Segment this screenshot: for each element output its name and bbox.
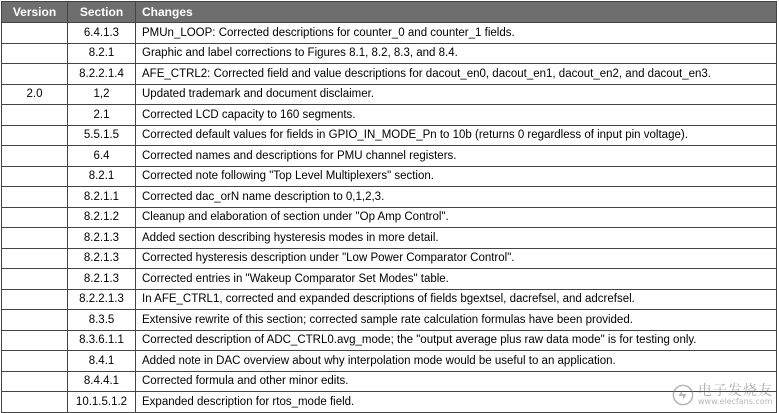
version-cell: [2, 64, 68, 85]
table-row: [2, 64, 777, 85]
section-cell: 5.5.1.5: [68, 125, 136, 146]
version-cell: [2, 289, 68, 310]
header-version: Version: [2, 2, 68, 23]
section-cell: 8.2.1.2: [68, 207, 136, 228]
version-cell: 2.0: [2, 84, 68, 105]
changes-cell: Corrected hysteresis description under "Low Power Comparator Control".: [136, 248, 777, 269]
table-row: [2, 146, 777, 167]
changes-cell: Corrected note following "Top Level Multiplexers" section.: [136, 166, 777, 187]
section-cell: 6.4.1.3: [68, 23, 136, 44]
version-cell: [2, 228, 68, 249]
table-row: [2, 43, 777, 64]
changes-cell: Corrected dac_orN name description to 0,1,2,3.: [136, 187, 777, 208]
table-row: [2, 392, 777, 413]
changes-cell: Corrected formula and other minor edits.: [136, 371, 777, 392]
watermark-chinese-text: 电子发烧友: [698, 383, 773, 399]
watermark-url: www.elecfans.com: [698, 397, 773, 406]
version-cell: [2, 207, 68, 228]
changes-cell: In AFE_CTRL1, corrected and expanded descriptions of fields bgextsel, dacrefsel, and adcrefsel.: [136, 289, 777, 310]
section-cell: 8.4.1: [68, 351, 136, 372]
changes-cell: Corrected names and descriptions for PMU channel registers.: [136, 146, 777, 167]
table-row: [2, 269, 777, 290]
section-cell: 8.2.1.1: [68, 187, 136, 208]
changes-cell: Cleanup and elaboration of section under "Op Amp Control".: [136, 207, 777, 228]
version-cell: [2, 392, 68, 413]
section-cell: 8.3.6.1.1: [68, 330, 136, 351]
changes-cell: Corrected description of ADC_CTRL0.avg_mode; the "output average plus raw data mode" is for testing only.: [136, 330, 777, 351]
section-cell: 8.2.1.3: [68, 228, 136, 249]
version-cell: [2, 125, 68, 146]
changes-cell: Corrected default values for fields in GPIO_IN_MODE_Pn to 10b (returns 0 regardless of input pin voltage).: [136, 125, 777, 146]
version-cell: [2, 310, 68, 331]
version-cell: [2, 166, 68, 187]
table-row: [2, 166, 777, 187]
table-row: [2, 23, 777, 44]
section-cell: 6.4: [68, 146, 136, 167]
version-cell: [2, 187, 68, 208]
version-cell: [2, 146, 68, 167]
changes-cell: Corrected LCD capacity to 160 segments.: [136, 105, 777, 126]
table-row: [2, 84, 777, 105]
table-header: [2, 2, 777, 23]
changes-cell: Added section describing hysteresis modes in more detail.: [136, 228, 777, 249]
table-row: [2, 330, 777, 351]
table-row: [2, 371, 777, 392]
section-cell: 8.2.1: [68, 166, 136, 187]
changes-cell: Added note in DAC overview about why interpolation mode would be useful to an application.: [136, 351, 777, 372]
section-cell: 8.3.5: [68, 310, 136, 331]
section-cell: 8.2.1: [68, 43, 136, 64]
section-cell: 8.2.2.1.3: [68, 289, 136, 310]
table-row: [2, 310, 777, 331]
revision-history-table: [1, 1, 777, 413]
table-row: [2, 105, 777, 126]
section-cell: 8.2.1.3: [68, 248, 136, 269]
section-cell: 8.4.4.1: [68, 371, 136, 392]
table-row: [2, 248, 777, 269]
table-body: [2, 23, 777, 413]
section-cell: 8.2.2.1.4: [68, 64, 136, 85]
table-row: [2, 125, 777, 146]
table-row: [2, 207, 777, 228]
header-changes: Changes: [136, 2, 777, 23]
header-section: Section: [68, 2, 136, 23]
section-cell: 2.1: [68, 105, 136, 126]
changes-cell: AFE_CTRL2: Corrected field and value descriptions for dacout_en0, dacout_en1, dacout_en2, and dacout_en3.: [136, 64, 777, 85]
changes-cell: Extensive rewrite of this section; corrected sample rate calculation formulas have been provided.: [136, 310, 777, 331]
header-row: [2, 2, 777, 23]
version-cell: [2, 23, 68, 44]
version-cell: [2, 371, 68, 392]
table-row: [2, 187, 777, 208]
table-row: [2, 351, 777, 372]
version-cell: [2, 248, 68, 269]
section-cell: 8.2.1.3: [68, 269, 136, 290]
changes-cell: Corrected entries in "Wakeup Comparator Set Modes" table.: [136, 269, 777, 290]
changes-cell: PMUn_LOOP: Corrected descriptions for counter_0 and counter_1 fields.: [136, 23, 777, 44]
table-row: [2, 228, 777, 249]
section-cell: 1,2: [68, 84, 136, 105]
version-cell: [2, 351, 68, 372]
version-cell: [2, 105, 68, 126]
section-cell: 10.1.5.1.2: [68, 392, 136, 413]
version-cell: [2, 330, 68, 351]
table-row: [2, 289, 777, 310]
version-cell: [2, 43, 68, 64]
changes-cell: Updated trademark and document disclaimer.: [136, 84, 777, 105]
version-cell: [2, 269, 68, 290]
changes-cell: Expanded description for rtos_mode field.: [136, 392, 777, 413]
changes-cell: Graphic and label corrections to Figures 8.1, 8.2, 8.3, and 8.4.: [136, 43, 777, 64]
